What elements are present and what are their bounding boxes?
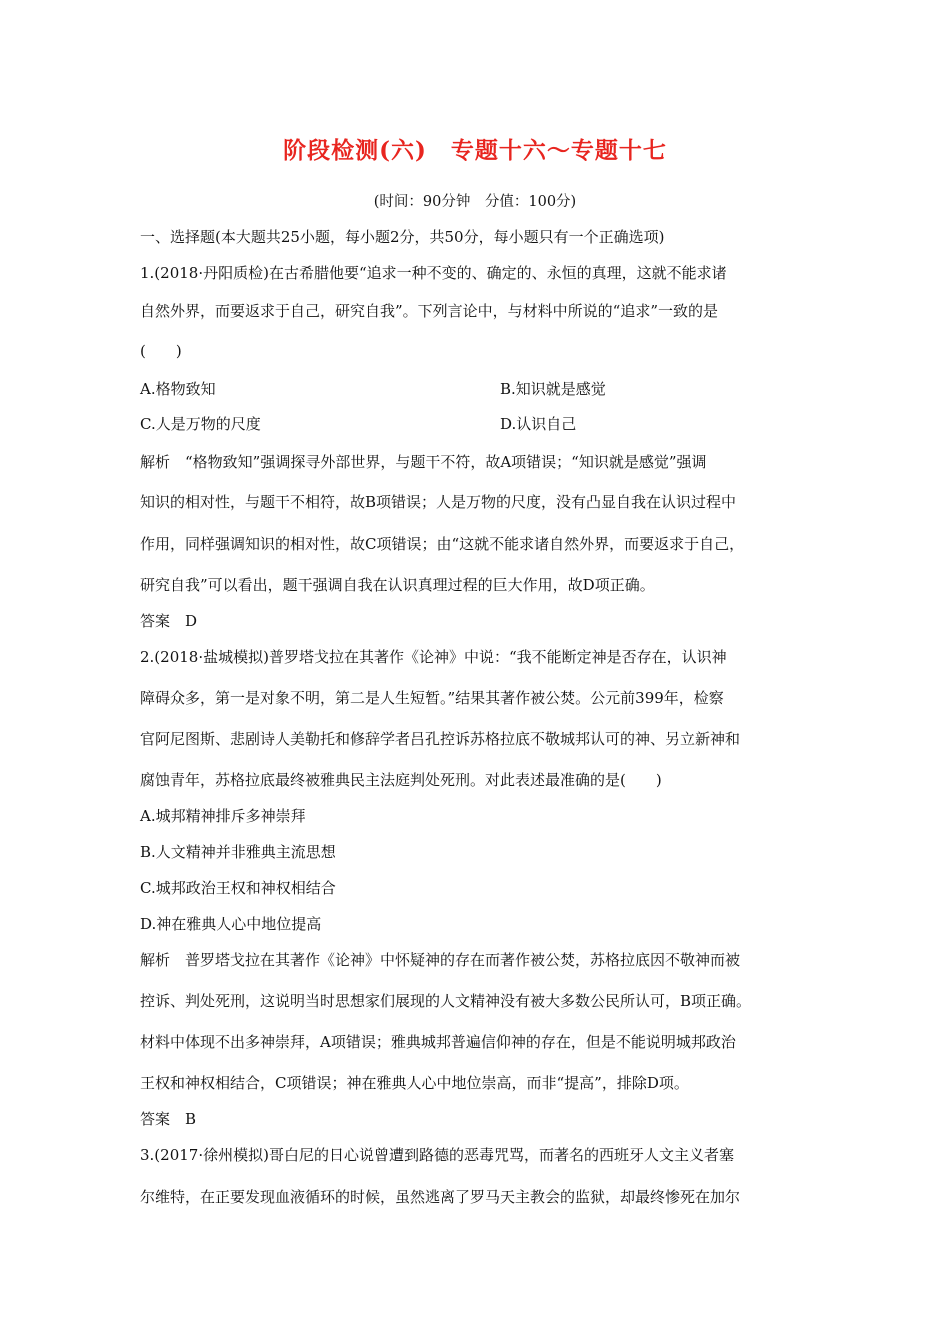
q2-option-a: A.城邦精神排斥多神崇拜	[140, 807, 306, 825]
q2-option-d: D.神在雅典人心中地位提高	[140, 915, 322, 933]
section-heading: 一、选择题(本大题共25小题，每小题2分，共50分，每小题只有一个正确选项)	[140, 228, 665, 246]
q1-analysis-line: 作用，同样强调知识的相对性，故C项错误；由“这就不能求诸自然外界，而要返求于自己，	[140, 535, 745, 553]
document-subtitle: (时间：90分钟 分值：100分)	[373, 194, 577, 210]
q1-analysis-line: 解析 “格物致知”强调探寻外部世界，与题干不符，故A项错误；“知识就是感觉”强调	[140, 453, 707, 471]
q3-stem-line: 尔维特，在正要发现血液循环的时候，虽然逃离了罗马天主教会的监狱，却最终惨死在加尔	[140, 1188, 741, 1206]
q2-stem-line: 腐蚀青年，苏格拉底最终被雅典民主法庭判处死刑。对此表述最准确的是( )	[140, 771, 662, 789]
q1-stem-line: 自然外界，而要返求于自己，研究自我”。下列言论中，与材料中所说的“追求”一致的是	[140, 302, 719, 320]
q2-analysis-line: 材料中体现不出多神崇拜，A项错误；雅典城邦普遍信仰神的存在，但是不能说明城邦政治	[140, 1033, 736, 1051]
q1-option-c: C.人是万物的尺度	[140, 415, 261, 433]
q2-answer: 答案 B	[140, 1110, 197, 1128]
q2-option-c: C.城邦政治王权和神权相结合	[140, 879, 336, 897]
q1-stem-line: ( )	[140, 342, 182, 360]
q1-option-d: D.认识自己	[500, 415, 577, 433]
q1-option-b: B.知识就是感觉	[500, 380, 606, 398]
q1-stem-line: 1.(2018·丹阳质检)在古希腊他要“追求一种不变的、确定的、永恒的真理，这就不能求诸	[140, 264, 727, 282]
q2-analysis-line: 控诉、判处死刑，这说明当时思想家们展现的人文精神没有被大多数公民所认可，B项正确。	[140, 992, 752, 1010]
q2-option-b: B.人文精神并非雅典主流思想	[140, 843, 336, 861]
q1-analysis-line: 研究自我”可以看出，题干强调自我在认识真理过程的巨大作用，故D项正确。	[140, 576, 655, 594]
q2-analysis-line: 解析 普罗塔戈拉在其著作《论神》中怀疑神的存在而著作被公焚，苏格拉底因不敬神而被	[140, 951, 741, 969]
q3-stem-line: 3.(2017·徐州模拟)哥白尼的日心说曾遭到路德的恶毒咒骂，而著名的西班牙人文主义者塞	[140, 1146, 734, 1164]
document-title: 阶段检测(六) 专题十六～专题十七	[283, 137, 667, 164]
q1-analysis-line: 知识的相对性，与题干不相符，故B项错误；人是万物的尺度，没有凸显自我在认识过程中	[140, 493, 737, 511]
q2-stem-line: 官阿尼图斯、悲剧诗人美勒托和修辞学者吕孔控诉苏格拉底不敬城邦认可的神、另立新神和	[140, 730, 741, 748]
q2-stem-line: 2.(2018·盐城模拟)普罗塔戈拉在其著作《论神》中说：“我不能断定神是否存在，认识神	[140, 648, 727, 666]
q2-analysis-line: 王权和神权相结合，C项错误；神在雅典人心中地位崇高，而非“提高”，排除D项。	[140, 1074, 689, 1092]
q1-option-a: A.格物致知	[140, 380, 216, 398]
q1-answer: 答案 D	[140, 612, 198, 630]
q2-stem-line: 障碍众多，第一是对象不明，第二是人生短暂。”结果其著作被公焚。公元前399年，检察	[140, 689, 724, 707]
